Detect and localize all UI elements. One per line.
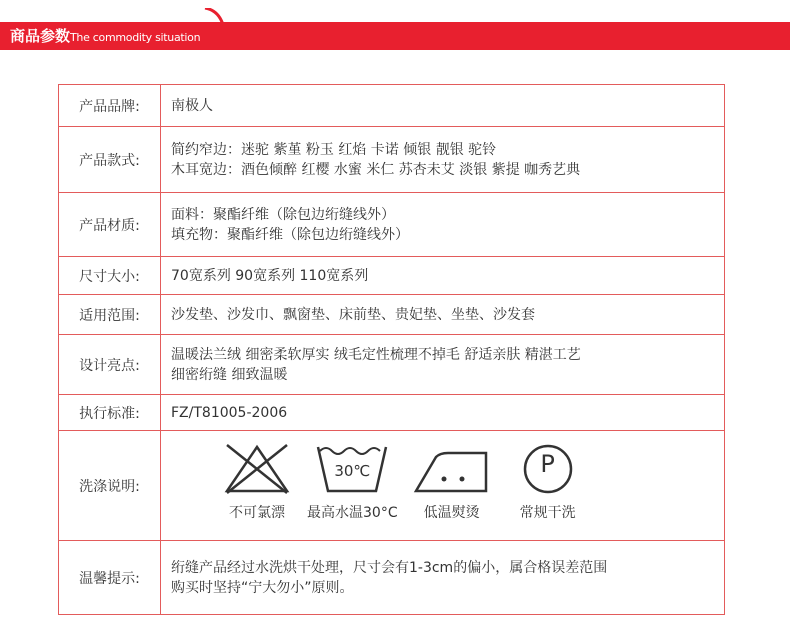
table-row	[59, 85, 725, 127]
row-label-design: 设计亮点:	[59, 335, 161, 395]
row-value-style	[161, 127, 725, 193]
row-value-size	[161, 257, 725, 295]
section-title-en: The commodity situation	[70, 31, 201, 44]
table-row	[59, 431, 725, 541]
design-line-1: 温暖法兰绒 细密柔软厚实 绒毛定性梳理不掉毛 舒适亲肤 精湛工艺	[171, 346, 581, 363]
table-row	[59, 295, 725, 335]
dry-clean-caption: 常规干洗	[519, 505, 576, 521]
dry-clean-p-icon	[520, 441, 576, 497]
brand-value: 南极人	[171, 97, 213, 114]
row-label-brand: 产品品牌:	[59, 85, 161, 127]
row-label-washing: 洗涤说明:	[59, 431, 161, 541]
tips-line-2: 购买时坚持“宁大勿小”原则。	[171, 579, 354, 596]
spec-table	[58, 84, 725, 615]
material-line-1: 面料：聚酯纤维（除包边绗缝线外）	[171, 206, 395, 223]
wash-30c-icon	[316, 441, 388, 497]
section-title	[10, 22, 200, 50]
material-line-2: 填充物：聚酯纤维（除包边绗缝线外）	[171, 226, 409, 243]
table-row	[59, 127, 725, 193]
row-value-brand	[161, 85, 725, 127]
no-bleach-caption: 不可氯漂	[229, 505, 285, 521]
table-row	[59, 335, 725, 395]
row-label-size: 尺寸大小:	[59, 257, 161, 295]
style-line-1: 简约窄边：迷驼 紫堇 粉玉 红焰 卡诺 倾银 靓银 驼铃	[171, 141, 497, 158]
wash-30c-symbol: 30℃	[334, 462, 371, 480]
usage-value: 沙发垫、沙发巾、飘窗垫、床前垫、贵妃垫、坐垫、沙发套	[171, 306, 535, 323]
row-value-tips	[161, 541, 725, 615]
section-title-cn: 商品参数	[10, 27, 71, 45]
table-row	[59, 257, 725, 295]
row-label-tips: 温馨提示:	[59, 541, 161, 615]
row-label-usage: 适用范围:	[59, 295, 161, 335]
row-value-standard	[161, 395, 725, 431]
row-label-style: 产品款式:	[59, 127, 161, 193]
wash-item-iron	[412, 441, 492, 523]
row-value-washing	[161, 431, 725, 541]
design-line-2: 细密绗缝 细致温暖	[171, 366, 288, 383]
wash-item-dry-clean	[520, 441, 576, 523]
table-row	[59, 395, 725, 431]
dry-clean-symbol: P	[540, 450, 555, 478]
washing-icons	[171, 431, 714, 523]
row-label-material: 产品材质:	[59, 193, 161, 257]
table-row	[59, 541, 725, 615]
iron-low-caption: 低温熨烫	[423, 505, 480, 521]
size-value: 70宽系列 90宽系列 110宽系列	[171, 267, 369, 284]
standard-value: FZ/T81005-2006	[171, 404, 288, 421]
row-label-standard: 执行标准:	[59, 395, 161, 431]
wash-30c-caption: 最高水温30°C	[307, 505, 398, 521]
section-header	[0, 0, 790, 50]
iron-low-icon	[412, 441, 492, 497]
row-value-design	[161, 335, 725, 395]
tips-line-1: 绗缝产品经过水洗烘干处理，尺寸会有1-3cm的偏小，属合格误差范围	[171, 559, 608, 576]
wash-item-no-bleach	[221, 441, 293, 523]
no-bleach-icon	[221, 441, 293, 497]
table-row	[59, 193, 725, 257]
row-value-usage	[161, 295, 725, 335]
row-value-material	[161, 193, 725, 257]
wash-item-30c	[307, 441, 398, 523]
style-line-2: 木耳宽边：酒色倾醉 红樱 水蜜 米仁 苏杏未艾 淡银 紫提 咖秀艺典	[171, 161, 581, 178]
